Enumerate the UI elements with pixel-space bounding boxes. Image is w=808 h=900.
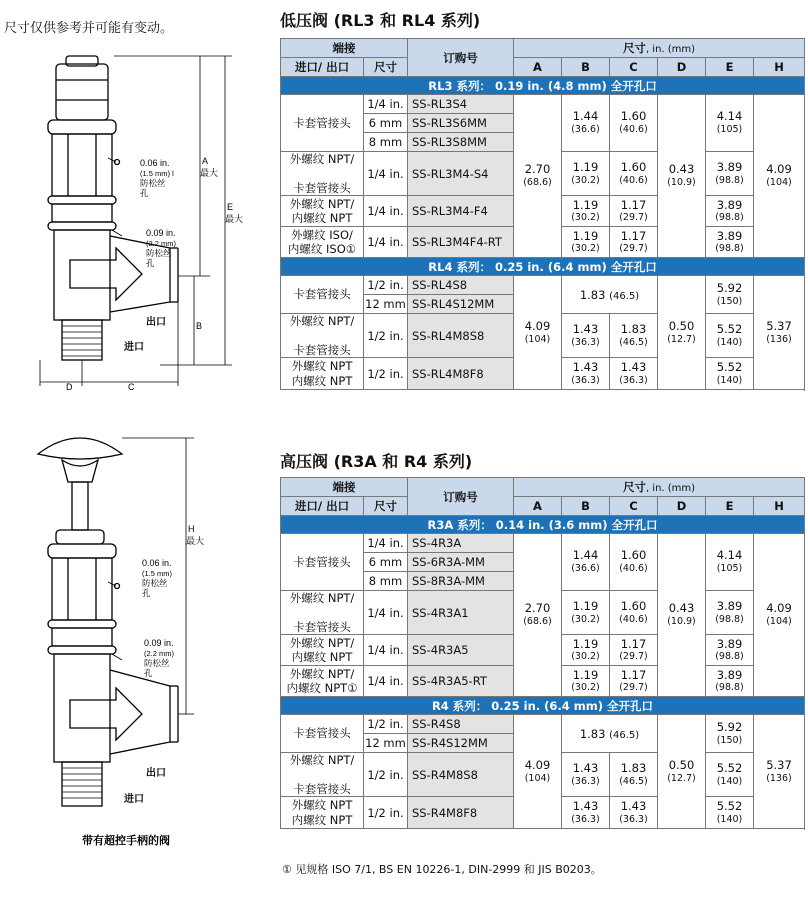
dim-e-cell: 3.89 (98.8)	[706, 635, 754, 666]
connection-type: 外螺纹 NPT/ 卡套管接头	[281, 591, 364, 635]
dim-d-cell: 0.43 (10.9)	[658, 534, 706, 697]
dim-b-cell: 1.19 (30.2)	[562, 635, 610, 666]
hole1-label: 防松丝	[142, 579, 168, 589]
header-col-b: B	[562, 497, 610, 516]
size-cell: 12 mm	[364, 734, 408, 753]
dim-e-max: 最大	[225, 215, 244, 225]
hole1-label: 防松丝	[140, 179, 166, 189]
size-cell: 1/4 in.	[364, 95, 408, 114]
outlet-label: 出口	[146, 768, 166, 779]
header-port: 进口/ 出口	[281, 497, 364, 516]
header-ends: 端接	[281, 39, 408, 58]
dim-c-cell: 1.83 (46.5)	[610, 753, 658, 797]
header-size: 尺寸	[364, 497, 408, 516]
order-number: SS-4R3A1	[408, 591, 514, 635]
header-col-a: A	[514, 497, 562, 516]
connection-type: 卡套管接头	[281, 715, 364, 753]
dim-b-cell: 1.43 (36.3)	[562, 358, 610, 390]
dim-e-cell: 3.89 (98.8)	[706, 227, 754, 258]
hole2-size-mm: (2.2 mm)	[144, 649, 174, 658]
dim-b-cell: 1.44 (36.6)	[562, 95, 610, 152]
header-ends: 端接	[281, 478, 408, 497]
dim-b-cell: 1.19 (30.2)	[562, 666, 610, 697]
header-col-d: D	[658, 58, 706, 77]
size-cell: 6 mm	[364, 553, 408, 572]
dim-c-label: C	[128, 382, 135, 392]
dim-d-cell: 0.43 (10.9)	[658, 95, 706, 258]
header-col-h: H	[754, 497, 805, 516]
connection-type: 卡套管接头	[281, 534, 364, 591]
connection-type: 外螺纹 ISO/ 内螺纹 ISO①	[281, 227, 364, 258]
dim-c-cell: 1.17 (29.7)	[610, 227, 658, 258]
hole1-size: 0.06 in.	[140, 158, 170, 168]
connection-type: 外螺纹 NPT/ 内螺纹 NPT	[281, 196, 364, 227]
hole1-size: 0.06 in.	[142, 558, 172, 568]
dim-b-cell: 1.43 (36.3)	[562, 797, 610, 829]
connection-type: 外螺纹 NPT 内螺纹 NPT	[281, 358, 364, 390]
dim-a-cell: 4.09 (104)	[514, 715, 562, 829]
dim-a-max: 最大	[200, 169, 219, 179]
series-banner: R4 系列： 0.25 in. (6.4 mm) 全开孔口	[281, 697, 805, 715]
dim-bc-cell: 1.83 (46.5)	[562, 276, 658, 314]
low-pressure-table	[280, 38, 805, 390]
header-col-d: D	[658, 497, 706, 516]
inlet-label: 进口	[124, 794, 144, 805]
dim-h-label: H	[188, 524, 195, 534]
header-col-b: B	[562, 58, 610, 77]
dim-b-cell: 1.43 (36.3)	[562, 753, 610, 797]
dim-b-cell: 1.19 (30.2)	[562, 591, 610, 635]
size-cell: 1/4 in.	[364, 196, 408, 227]
dim-c-cell: 1.83 (46.5)	[610, 314, 658, 358]
dim-h-cell: 4.09 (104)	[754, 534, 805, 697]
dim-e-cell: 3.89 (98.8)	[706, 152, 754, 196]
hole1-label-2: 孔	[140, 189, 149, 199]
header-size: 尺寸	[364, 58, 408, 77]
dim-c-cell: 1.43 (36.3)	[610, 358, 658, 390]
dim-e-cell: 5.92 (150)	[706, 715, 754, 753]
dim-h-cell: 4.09 (104)	[754, 95, 805, 258]
connection-type: 外螺纹 NPT/ 卡套管接头	[281, 753, 364, 797]
dim-e-cell: 5.52 (140)	[706, 753, 754, 797]
dim-e-cell: 5.52 (140)	[706, 358, 754, 390]
size-cell: 1/2 in.	[364, 314, 408, 358]
order-number: SS-RL4S12MM	[408, 295, 514, 314]
hole1-size-mm: (1.5 mm)	[142, 569, 172, 578]
order-number: SS-R4S8	[408, 715, 514, 734]
header-dims: 尺寸, in. (mm)	[514, 478, 805, 497]
dim-e-cell: 3.89 (98.8)	[706, 591, 754, 635]
order-number: SS-RL4M8S8	[408, 314, 514, 358]
connection-type: 卡套管接头	[281, 95, 364, 152]
order-number: SS-R4M8F8	[408, 797, 514, 829]
dim-e-cell: 4.14 (105)	[706, 95, 754, 152]
header-col-e: E	[706, 497, 754, 516]
dim-e-cell: 5.52 (140)	[706, 797, 754, 829]
order-number: SS-8R3A-MM	[408, 572, 514, 591]
size-cell: 8 mm	[364, 572, 408, 591]
dim-e-cell: 5.92 (150)	[706, 276, 754, 314]
dim-c-cell: 1.17 (29.7)	[610, 666, 658, 697]
order-number: SS-4R3A5-RT	[408, 666, 514, 697]
size-cell: 1/4 in.	[364, 666, 408, 697]
hole2-label-2: 孔	[146, 259, 155, 269]
low-pressure-valve-drawing	[0, 40, 270, 410]
header-order: 订购号	[408, 39, 514, 77]
size-cell: 1/2 in.	[364, 276, 408, 295]
hole2-label: 防松丝	[146, 249, 172, 259]
order-number: SS-RL4M8F8	[408, 358, 514, 390]
dim-c-cell: 1.60 (40.6)	[610, 534, 658, 591]
dim-a-cell: 4.09 (104)	[514, 276, 562, 390]
header-col-e: E	[706, 58, 754, 77]
order-number: SS-RL3S4	[408, 95, 514, 114]
order-number: SS-RL3M4-S4	[408, 152, 514, 196]
connection-type: 外螺纹 NPT/ 内螺纹 NPT	[281, 635, 364, 666]
order-number: SS-R4S12MM	[408, 734, 514, 753]
header-col-a: A	[514, 58, 562, 77]
order-number: SS-R4M8S8	[408, 753, 514, 797]
connection-type: 外螺纹 NPT 内螺纹 NPT	[281, 797, 364, 829]
dim-d-label: D	[66, 382, 73, 392]
inlet-label: 进口	[124, 342, 144, 353]
connection-type: 外螺纹 NPT/ 卡套管接头	[281, 314, 364, 358]
size-cell: 1/2 in.	[364, 715, 408, 734]
dim-e-cell: 3.89 (98.8)	[706, 666, 754, 697]
size-cell: 1/4 in.	[364, 635, 408, 666]
dim-c-cell: 1.60 (40.6)	[610, 95, 658, 152]
dim-e-cell: 3.89 (98.8)	[706, 196, 754, 227]
hole1-label-2: 孔	[142, 589, 151, 599]
dim-c-cell: 1.17 (29.7)	[610, 635, 658, 666]
hole1-size-mm: (1.5 mm) l	[140, 169, 174, 178]
dim-e-cell: 5.52 (140)	[706, 314, 754, 358]
order-number: SS-RL3M4F4-RT	[408, 227, 514, 258]
series-banner: R3A 系列： 0.14 in. (3.6 mm) 全开孔口	[281, 516, 805, 534]
header-dims: 尺寸, in. (mm)	[514, 39, 805, 58]
dim-a-cell: 2.70 (68.6)	[514, 534, 562, 697]
size-cell: 1/4 in.	[364, 534, 408, 553]
hole2-size: 0.09 in.	[144, 638, 174, 648]
hole2-size: 0.09 in.	[146, 228, 176, 238]
hole2-label-2: 孔	[144, 669, 153, 679]
diagram-caption: 带有超控手柄的阀	[82, 834, 170, 847]
header-port: 进口/ 出口	[281, 58, 364, 77]
connection-type: 外螺纹 NPT/ 卡套管接头	[281, 152, 364, 196]
order-number: SS-RL3S6MM	[408, 114, 514, 133]
high-pressure-title: 高压阀 (R3A 和 R4 系列)	[280, 452, 473, 471]
size-cell: 12 mm	[364, 295, 408, 314]
header-order: 订购号	[408, 478, 514, 516]
order-number: SS-RL4S8	[408, 276, 514, 295]
dim-b-cell: 1.19 (30.2)	[562, 227, 610, 258]
footnote: ① 见规格 ISO 7/1, BS EN 10226-1, DIN-2999 和 JIS B0203。	[282, 863, 602, 876]
outlet-label: 出口	[146, 317, 166, 328]
dim-a-label: A	[202, 156, 209, 166]
dim-c-cell: 1.60 (40.6)	[610, 591, 658, 635]
dim-b-cell: 1.43 (36.3)	[562, 314, 610, 358]
dim-a-cell: 2.70 (68.6)	[514, 95, 562, 258]
header-col-c: C	[610, 497, 658, 516]
dim-h-cell: 5.37 (136)	[754, 276, 805, 390]
size-cell: 1/2 in.	[364, 753, 408, 797]
dim-bc-cell: 1.83 (46.5)	[562, 715, 658, 753]
connection-type: 卡套管接头	[281, 276, 364, 314]
dim-e-label: E	[227, 202, 234, 212]
dim-b-label: B	[196, 321, 203, 331]
series-banner: RL4 系列： 0.25 in. (6.4 mm) 全开孔口	[281, 258, 805, 276]
dim-h-cell: 5.37 (136)	[754, 715, 805, 829]
size-cell: 1/4 in.	[364, 591, 408, 635]
dimension-note: 尺寸仅供参考并可能有变动。	[4, 21, 174, 36]
order-number: SS-4R3A5	[408, 635, 514, 666]
series-banner: RL3 系列： 0.19 in. (4.8 mm) 全开孔口	[281, 77, 805, 95]
hole2-label: 防松丝	[144, 659, 170, 669]
dim-c-cell: 1.43 (36.3)	[610, 797, 658, 829]
dim-b-cell: 1.19 (30.2)	[562, 152, 610, 196]
size-cell: 8 mm	[364, 133, 408, 152]
order-number: SS-6R3A-MM	[408, 553, 514, 572]
order-number: SS-4R3A	[408, 534, 514, 553]
order-number: SS-RL3S8MM	[408, 133, 514, 152]
connection-type: 外螺纹 NPT/ 内螺纹 NPT①	[281, 666, 364, 697]
size-cell: 1/4 in.	[364, 152, 408, 196]
dim-d-cell: 0.50 (12.7)	[658, 715, 706, 829]
size-cell: 1/4 in.	[364, 227, 408, 258]
dim-e-cell: 4.14 (105)	[706, 534, 754, 591]
size-cell: 6 mm	[364, 114, 408, 133]
hole2-size-mm: (2.2 mm)	[146, 239, 176, 248]
dim-c-cell: 1.17 (29.7)	[610, 196, 658, 227]
low-pressure-title: 低压阀 (RL3 和 RL4 系列)	[280, 11, 481, 30]
high-pressure-valve-drawing	[0, 424, 270, 854]
order-number: SS-RL3M4-F4	[408, 196, 514, 227]
dim-b-cell: 1.44 (36.6)	[562, 534, 610, 591]
high-pressure-table	[280, 477, 805, 829]
size-cell: 1/2 in.	[364, 797, 408, 829]
size-cell: 1/2 in.	[364, 358, 408, 390]
dim-b-cell: 1.19 (30.2)	[562, 196, 610, 227]
dim-c-cell: 1.60 (40.6)	[610, 152, 658, 196]
dim-d-cell: 0.50 (12.7)	[658, 276, 706, 390]
dim-h-max: 最大	[186, 537, 205, 547]
header-col-h: H	[754, 58, 805, 77]
header-col-c: C	[610, 58, 658, 77]
